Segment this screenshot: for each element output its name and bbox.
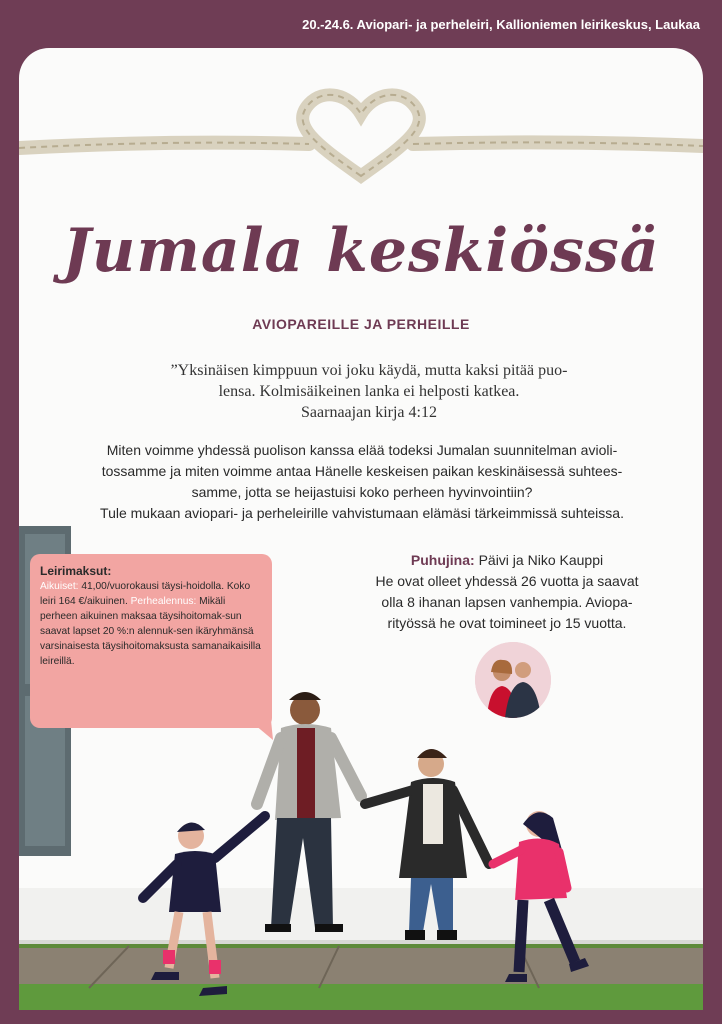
- speakers-line: rityössä he ovat toimineet jo 15 vuotta.: [387, 615, 627, 631]
- speakers-line: olla 8 ihanan lapsen vanhempia. Aviopa-: [381, 594, 633, 610]
- poster-subtitle: AVIOPAREILLE JA PERHEILLE: [252, 316, 470, 332]
- quote-line: lensa. Kolmisäikeinen lanka ei helposti katkea.: [218, 383, 520, 400]
- intro-line: tossamme ja miten voimme antaa Hänelle keskeisen paikan keskinäisessä suhtees-: [101, 463, 623, 479]
- intro-text: [67, 440, 657, 524]
- event-header-bar: [0, 0, 722, 48]
- fees-adults-label: Aikuiset:: [40, 581, 79, 592]
- poster-card: [19, 48, 703, 1010]
- fees-adults-text: 41,00/vuorokausi täysi-hoidolla. Koko leiri 164 €/aikuinen.: [40, 581, 251, 607]
- event-header: 20.-24.6. Aviopari- ja perheleiri, Kallioniemen leirikeskus, Laukaa: [302, 17, 700, 32]
- family-scene: [19, 628, 703, 1010]
- poster-title: Jumala keskiössä: [62, 216, 660, 286]
- speakers-names: Päivi ja Niko Kauppi: [474, 552, 604, 568]
- intro-line: samme, jotta se heijastuisi koko perheen hyvinvointiin?: [191, 484, 533, 500]
- intro-line: Miten voimme yhdessä puolison kanssa elää todeksi Jumalan suunnitelman avioli-: [106, 442, 618, 458]
- rope-heart-knot: [19, 66, 703, 186]
- speakers-label: Puhujina:: [410, 552, 475, 568]
- bible-quote: [139, 360, 599, 423]
- fees-family-text: Mikäli perheen aikuinen maksaa täysihoitomak-sun saavat lapset 20 %:n alennuk-sen ikäryhmänsä varsinaisesta täysihoitomaksusta samanaikaisilla leireillä.: [40, 596, 261, 667]
- quote-reference: Saarnaajan kirja 4:12: [301, 404, 437, 421]
- quote-line: ”Yksinäisen kimppuun voi joku käydä, mutta kaksi pitää puo-: [170, 362, 568, 379]
- intro-line: Tule mukaan aviopari- ja perheleirille vahvistumaan elämäsi tärkeimmissä suhteissa.: [100, 505, 624, 521]
- fees-family-label: Perhealennus:: [130, 596, 197, 607]
- speakers-line: He ovat olleet yhdessä 26 vuotta ja saavat: [375, 573, 639, 589]
- speakers-info: [337, 550, 677, 634]
- fees-title: Leirimaksut:: [40, 564, 112, 578]
